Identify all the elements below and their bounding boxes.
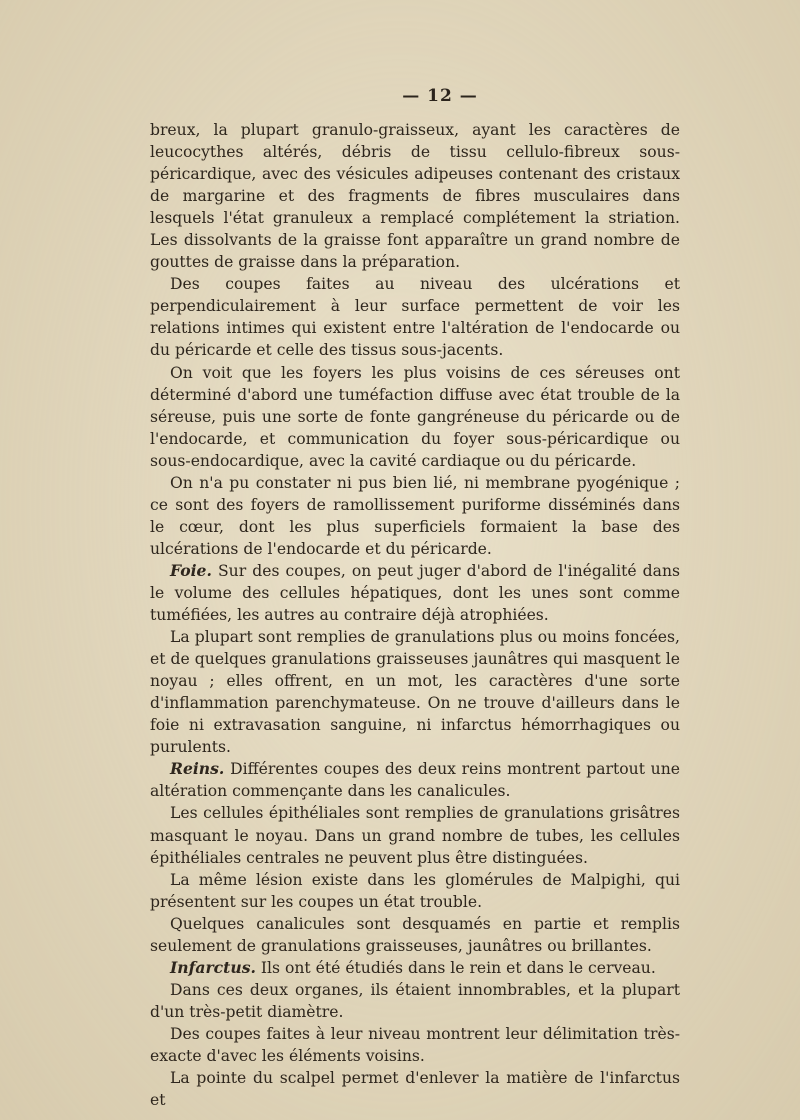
paragraph: Les cellules épithéliales sont remplies de granulations grisâtres masquant le noyau. Dans un grand nombre de tubes, les cellules épithéliales centrales ne peuvent plus être distinguées.	[150, 804, 680, 867]
paragraph: Des coupes faites à leur niveau montrent leur délimitation très-exacte d'avec les éléments voisins.	[150, 1024, 680, 1065]
paragraph: Reins. Différentes coupes des deux reins montrent partout une altération commençante dans les canalicules.	[150, 759, 680, 801]
paragraph: On n'a pu constater ni pus bien lié, ni membrane pyogénique ; ce sont des foyers de ramollissement puriforme disséminés dans le cœur, dont les plus superficiels formaient la base des ulcérations de l'endocarde et du péricarde.	[150, 473, 680, 558]
paragraph: On voit que les foyers les plus voisins de ces séreuses ont déterminé d'abord une tuméfaction diffuse avec état trouble de la séreuse, puis une sorte de fonte gangréneuse du péricarde ou de l'endocarde, et communication du foyer sous-péricardique ou sous-endocardique, avec la cavité cardiaque ou du péricarde.	[150, 363, 680, 470]
paragraph: La même lésion existe dans les glomérules de Malpighi, qui présentent sur les coupes un état trouble.	[150, 870, 680, 911]
section-label: Reins.	[170, 759, 225, 779]
section-label: Foie.	[170, 560, 212, 580]
paragraph: breux, la plupart granulo-graisseux, ayant les caractères de leucocythes altérés, débris de tissu cellulo-fibreux sous-péricardique, avec des vésicules adipeuses contenant des cristaux de margarine et des fragments de fibres musculaires dans lesquels l'état granuleux a remplacé complétement la striation. Les dissolvants de la graisse font apparaître un grand nombre de gouttes de graisse dans la préparation.	[150, 121, 680, 272]
paragraph: Quelques canalicules sont desquamés en partie et remplis seulement de granulations graisseuses, jaunâtres ou brillantes.	[150, 914, 680, 955]
paragraph: Foie. Sur des coupes, on peut juger d'abord de l'inégalité dans le volume des cellules hépatiques, dont les unes sont comme tuméfiées, les autres au contraire déjà atrophiées.	[150, 560, 680, 625]
paragraph: La plupart sont remplies de granulations plus ou moins foncées, et de quelques granulations graisseuses jaunâtres qui masquent le noyau ; elles offrent, en un mot, les caractères d'une sorte d'inflammation parenchymateuse. On ne trouve d'ailleurs dans le foie ni extravasation sanguine, ni infarctus hémorrhagiques ou purulents.	[150, 628, 680, 757]
paragraph: Des coupes faites au niveau des ulcérations et perpendiculairement à leur surface permettent de voir les relations intimes qui existent entre l'altération de l'endocarde ou du péricarde et celle des tissus sous-jacents.	[150, 275, 680, 360]
paragraph: Infarctus. Ils ont été étudiés dans le rein et dans le cerveau.	[170, 957, 656, 977]
section-label: Infarctus.	[170, 957, 256, 977]
paragraph: La pointe du scalpel permet d'enlever la matière de l'infarctus et	[150, 1069, 680, 1110]
page-number: — 12 —	[402, 86, 478, 106]
paragraph: Dans ces deux organes, ils étaient innombrables, et la plupart d'un très-petit diamètre.	[150, 980, 680, 1021]
body-text	[150, 119, 680, 1111]
